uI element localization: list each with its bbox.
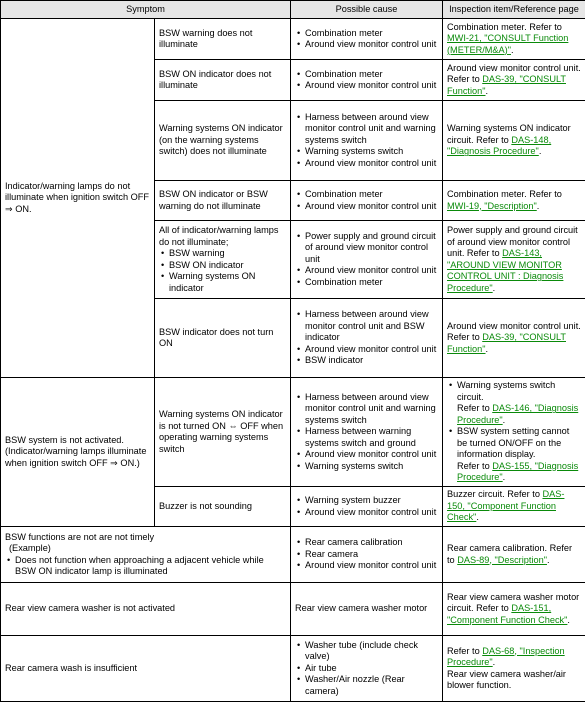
reference-text: . <box>538 146 542 157</box>
symptom-text: BSW functions are not are not timely <box>5 531 155 542</box>
symptom-cell: Rear camera wash is insufficient <box>1 636 291 702</box>
symptom-cell: Warning systems ON indicator is not turned ON ⇔ OFF when operating warning systems switch <box>155 378 291 487</box>
reference-cell <box>443 636 585 702</box>
reference-text: Refer to <box>457 403 493 414</box>
symptom-cell: BSW ON indicator or BSW warning do not illuminate <box>155 181 291 221</box>
cause-item: • Combination meter <box>305 69 438 81</box>
reference-text: . <box>476 512 479 523</box>
reference-cell <box>443 378 585 487</box>
table-row <box>1 378 585 487</box>
reference-link[interactable]: MWI-21, "CONSULT Function (METER/M&A)" <box>447 33 569 55</box>
header-symptom: Symptom <box>1 1 291 19</box>
table-row <box>1 19 585 60</box>
reference-item <box>457 426 581 484</box>
cause-item: • Washer/Air nozzle (Rear camera) <box>305 674 438 697</box>
symptom-cell: BSW ON indicator does not illuminate <box>155 60 291 101</box>
cause-cell <box>291 527 443 583</box>
table-row <box>1 636 585 702</box>
reference-text: . <box>546 554 550 565</box>
cause-item: • Combination meter <box>305 28 438 40</box>
reference-text: Around view monitor control unit. Refer to <box>447 320 581 343</box>
symptom-cell: Rear view camera washer is not activated <box>1 583 291 636</box>
reference-text: . <box>492 657 496 667</box>
header-inspection: Inspection item/Reference page <box>443 1 585 19</box>
reference-link[interactable]: DAS-89, "Description" <box>457 554 547 565</box>
symptom-subtext: (Example) <box>9 543 51 553</box>
cause-item: • Warning system buzzer <box>305 495 438 507</box>
cause-cell <box>291 19 443 60</box>
cause-cell: Rear view camera washer motor <box>291 583 443 636</box>
reference-link[interactable]: DAS-39, "CONSULT Function" <box>447 332 566 354</box>
cause-item: • Rear camera calibration <box>305 537 438 549</box>
reference-link[interactable]: DAS-143, "AROUND VIEW MONITOR CONTROL UNIT : Diagnosis Procedure" <box>447 248 564 293</box>
reference-text: . <box>485 85 489 96</box>
reference-text: Around view monitor control unit. Refer to <box>447 62 581 85</box>
reference-cell <box>443 221 585 299</box>
cause-cell <box>291 221 443 299</box>
reference-cell <box>443 583 585 636</box>
reference-cell <box>443 527 585 583</box>
cause-item: • Around view monitor control unit <box>305 201 438 213</box>
cause-item: • Washer tube (include check valve) <box>305 640 438 663</box>
reference-text: . <box>485 343 489 354</box>
cause-item: • Harness between around view monitor control unit and warning systems switch <box>305 392 438 427</box>
symptom-cell: BSW indicator does not turn ON <box>155 299 291 378</box>
symptom-cell: BSW warning does not illuminate <box>155 19 291 60</box>
cause-item: • Around view monitor control unit <box>305 158 438 170</box>
cause-cell <box>291 636 443 702</box>
cause-cell <box>291 60 443 101</box>
reference-link[interactable]: DAS-151, "Component Function Check" <box>447 603 568 625</box>
reference-link[interactable]: DAS-150, "Component Function Check" <box>447 489 565 523</box>
reference-link[interactable]: DAS-148, "Diagnosis Procedure" <box>447 134 552 157</box>
symptom-cell: Buzzer is not sounding <box>155 487 291 527</box>
cause-item: • Harness between warning systems switch and ground <box>305 426 438 449</box>
symptom-item: • Does not function when approaching a adjacent vehicle while BSW ON indicator lamp is illuminated <box>15 555 286 578</box>
cause-cell <box>291 181 443 221</box>
reference-cell <box>443 487 585 527</box>
reference-text: Refer to <box>447 645 483 656</box>
cause-item: • Around view monitor control unit <box>305 265 438 277</box>
cause-cell <box>291 299 443 378</box>
reference-link[interactable]: DAS-146, "Diagnosis Procedure" <box>457 403 579 425</box>
cause-item: • Around view monitor control unit <box>305 344 438 356</box>
reference-item <box>457 380 581 426</box>
reference-text: . <box>502 472 506 483</box>
reference-cell <box>443 299 585 378</box>
reference-link[interactable]: DAS-155, "Diagnosis Procedure" <box>457 460 579 483</box>
reference-text: . <box>567 614 570 625</box>
reference-text: . <box>511 44 514 55</box>
cause-cell <box>291 487 443 527</box>
symptom-item: • BSW ON indicator <box>169 260 286 272</box>
reference-text: . <box>492 282 496 293</box>
cause-item: • Rear camera <box>305 549 438 561</box>
cause-item: • Around view monitor control unit <box>305 507 438 519</box>
reference-text: BSW system setting cannot be turned ON/OFF on the information display. <box>457 426 570 460</box>
reference-text: Rear view camera washer/air blower function. <box>447 668 566 690</box>
symptom-cell: Warning systems ON indicator (on the warning systems switch) does not illuminate <box>155 101 291 181</box>
reference-cell <box>443 101 585 181</box>
reference-link[interactable]: MWI-19, "Description" <box>447 200 537 211</box>
cause-item: • Harness between around view monitor control unit and warning systems switch <box>305 112 438 147</box>
header-possible-cause: Possible cause <box>291 1 443 19</box>
reference-cell <box>443 60 585 101</box>
cause-item: • BSW indicator <box>305 355 438 367</box>
symptom-cell <box>155 221 291 299</box>
cause-item: • Power supply and ground circuit of around view monitor control unit <box>305 231 438 266</box>
reference-text: Combination meter. Refer to <box>447 21 562 32</box>
reference-link[interactable]: DAS-39, "CONSULT Function" <box>447 74 566 96</box>
reference-text: Buzzer circuit. Refer to <box>447 489 543 500</box>
reference-text: Rear view camera washer motor circuit. Refer to <box>447 591 580 614</box>
reference-cell <box>443 181 585 221</box>
cause-item: • Around view monitor control unit <box>305 39 438 51</box>
reference-text: Refer to <box>457 460 493 471</box>
reference-text: Warning systems switch circuit. <box>457 380 556 402</box>
reference-text: Rear camera calibration. Refer to <box>447 543 573 565</box>
cause-item: • Around view monitor control unit <box>305 560 438 572</box>
cause-item: • Harness between around view monitor control unit and BSW indicator <box>305 309 438 344</box>
symptom-group: BSW system is not activated. (Indicator/warning lamps illuminate when ignition switch OFF ⇒ ON.) <box>1 378 155 527</box>
cause-cell <box>291 101 443 181</box>
symptom-item: • Warning systems ON indicator <box>169 271 286 294</box>
header-row <box>1 1 585 19</box>
cause-item: • Warning systems switch <box>305 146 438 158</box>
symptom-item: • BSW warning <box>169 248 286 260</box>
cause-item: • Combination meter <box>305 189 438 201</box>
table-row <box>1 583 585 636</box>
cause-item: • Around view monitor control unit <box>305 449 438 461</box>
reference-text: Warning systems ON indicator circuit. Refer to <box>447 123 571 145</box>
reference-text: Power supply and ground circuit of around view monitor control unit. Refer to <box>447 225 578 258</box>
cause-item: • Warning systems switch <box>305 461 438 473</box>
reference-text: Combination meter. Refer to <box>447 189 562 199</box>
table-row <box>1 527 585 583</box>
cause-cell <box>291 378 443 487</box>
cause-item: • Air tube <box>305 663 438 675</box>
symptom-cell <box>1 527 291 583</box>
reference-text: . <box>502 414 506 425</box>
cause-item: • Combination meter <box>305 277 438 289</box>
cause-item: • Around view monitor control unit <box>305 80 438 92</box>
reference-text: . <box>536 200 540 211</box>
reference-cell <box>443 19 585 60</box>
symptom-group: Indicator/warning lamps do not illuminate when ignition switch OFF ⇒ ON. <box>1 19 155 378</box>
reference-link[interactable]: DAS-68, "Inspection Procedure" <box>447 645 565 667</box>
symptom-text: All of indicator/warning lamps do not illuminate; <box>159 225 279 247</box>
